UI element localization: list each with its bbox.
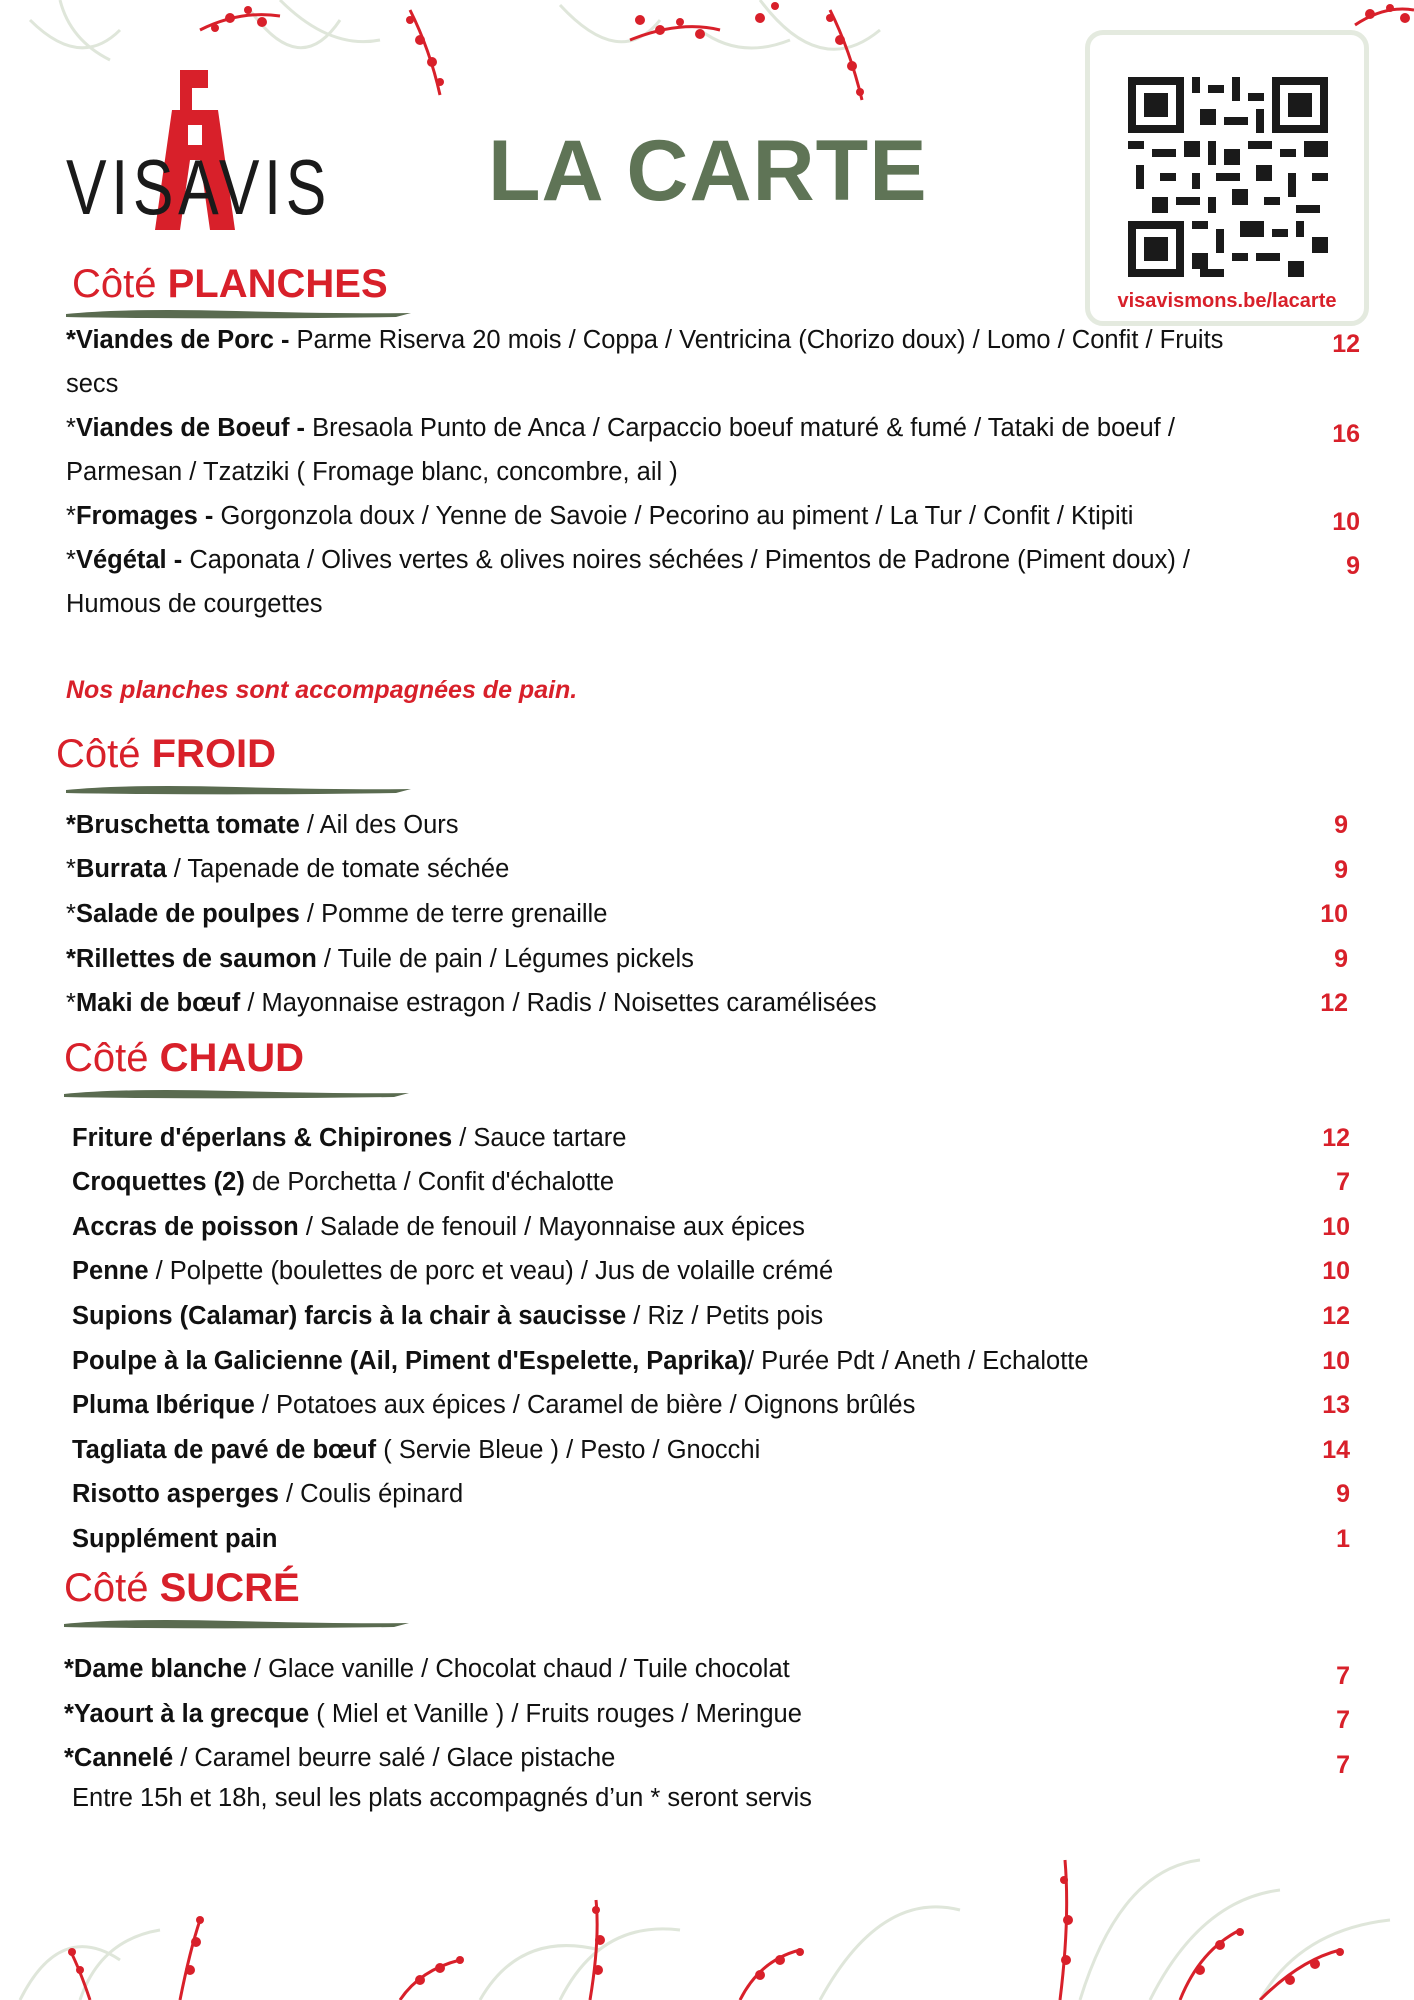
item-price: 7 xyxy=(1336,1662,1350,1690)
brush-divider xyxy=(64,1086,409,1100)
menu-item: *Rillettes de saumon / Tuile de pain / Légumes pickels xyxy=(66,945,694,973)
service-footnote: Entre 15h et 18h, seul les plats accompagnés d’un * seront servis xyxy=(72,1784,812,1812)
item-price: 16 xyxy=(1332,420,1360,448)
item-price: 1 xyxy=(1336,1525,1350,1553)
menu-item: Penne / Polpette (boulettes de porc et veau) / Jus de volaille crémé xyxy=(72,1257,834,1285)
item-price: 14 xyxy=(1322,1436,1350,1464)
brush-divider xyxy=(66,782,411,796)
item-price: 10 xyxy=(1320,900,1348,928)
menu-item: *Végétal - Caponata / Olives vertes & olives noires séchées / Pimentos de Padrone (Piment doux) / Humous de courgettes xyxy=(66,546,1190,618)
menu-item: Poulpe à la Galicienne (Ail, Piment d'Espelette, Paprika)/ Purée Pdt / Aneth / Echalotte xyxy=(72,1347,1089,1375)
menu-item: Accras de poisson / Salade de fenouil / Mayonnaise aux épices xyxy=(72,1213,805,1241)
qr-code-card[interactable] xyxy=(1085,30,1369,326)
menu-item: *Bruschetta tomate / Ail des Ours xyxy=(66,811,459,839)
menu-item: Risotto asperges / Coulis épinard xyxy=(72,1480,464,1508)
logo-text: VISAVIS xyxy=(66,143,331,231)
bottom-decoration xyxy=(0,1830,1414,2000)
section-title-froid: Côté FROID xyxy=(56,732,277,776)
item-price: 12 xyxy=(1332,330,1360,358)
menu-item: Friture d'éperlans & Chipirones / Sauce tartare xyxy=(72,1124,627,1152)
item-price: 12 xyxy=(1322,1124,1350,1152)
item-price: 7 xyxy=(1336,1706,1350,1734)
menu-item: Supions (Calamar) farcis à la chair à saucisse / Riz / Petits pois xyxy=(72,1302,824,1330)
item-price: 10 xyxy=(1322,1347,1350,1375)
brush-divider xyxy=(64,1616,409,1630)
item-price: 12 xyxy=(1320,989,1348,1017)
section-title-chaud: Côté CHAUD xyxy=(64,1036,305,1080)
menu-item: *Maki de bœuf / Mayonnaise estragon / Radis / Noisettes caramélisées xyxy=(66,989,877,1017)
item-price: 10 xyxy=(1322,1213,1350,1241)
item-price: 9 xyxy=(1334,945,1348,973)
item-price: 9 xyxy=(1334,856,1348,884)
planches-note: Nos planches sont accompagnées de pain. xyxy=(66,676,578,704)
menu-item: *Viandes de Boeuf - Bresaola Punto de Anca / Carpaccio boeuf maturé & fumé / Tataki de boeuf / Parmesan / Tzatziki ( Fromage blanc, concombre, ail ) xyxy=(66,414,1175,486)
item-price: 9 xyxy=(1346,552,1360,580)
item-price: 7 xyxy=(1336,1751,1350,1779)
item-price: 12 xyxy=(1322,1302,1350,1330)
item-price: 9 xyxy=(1336,1480,1350,1508)
item-price: 10 xyxy=(1332,508,1360,536)
menu-item: Pluma Ibérique / Potatoes aux épices / Caramel de bière / Oignons brûlés xyxy=(72,1391,916,1419)
menu-item: *Salade de poulpes / Pomme de terre grenaille xyxy=(66,900,608,928)
item-price: 10 xyxy=(1322,1257,1350,1285)
qr-code-icon xyxy=(1128,77,1328,277)
section-title-planches: Côté PLANCHES xyxy=(72,262,388,306)
visavis-logo xyxy=(60,70,330,260)
menu-item: Tagliata de pavé de bœuf ( Servie Bleue ) / Pesto / Gnocchi xyxy=(72,1436,761,1464)
menu-item: *Cannelé / Caramel beurre salé / Glace pistache xyxy=(64,1744,616,1772)
item-price: 9 xyxy=(1334,811,1348,839)
page-title: LA CARTE xyxy=(488,123,928,219)
menu-item: *Dame blanche / Glace vanille / Chocolat chaud / Tuile chocolat xyxy=(64,1655,790,1683)
qr-url-link[interactable]: visavismons.be/lacarte xyxy=(1117,290,1337,312)
menu-item: Supplément pain xyxy=(72,1525,278,1553)
menu-item: *Fromages - Gorgonzola doux / Yenne de Savoie / Pecorino au piment / La Tur / Confit / Ktipiti xyxy=(66,502,1134,530)
menu-item: *Viandes de Porc - Parme Riserva 20 mois / Coppa / Ventricina (Chorizo doux) / Lomo / Confit / Fruits secs xyxy=(66,326,1224,398)
item-price: 7 xyxy=(1336,1168,1350,1196)
menu-item: Croquettes (2) de Porchetta / Confit d'échalotte xyxy=(72,1168,615,1196)
item-price: 13 xyxy=(1322,1391,1350,1419)
menu-item: *Burrata / Tapenade de tomate séchée xyxy=(66,855,510,883)
menu-item: *Yaourt à la grecque ( Miel et Vanille ) / Fruits rouges / Meringue xyxy=(64,1700,802,1728)
section-title-sucre: Côté SUCRÉ xyxy=(64,1566,300,1610)
